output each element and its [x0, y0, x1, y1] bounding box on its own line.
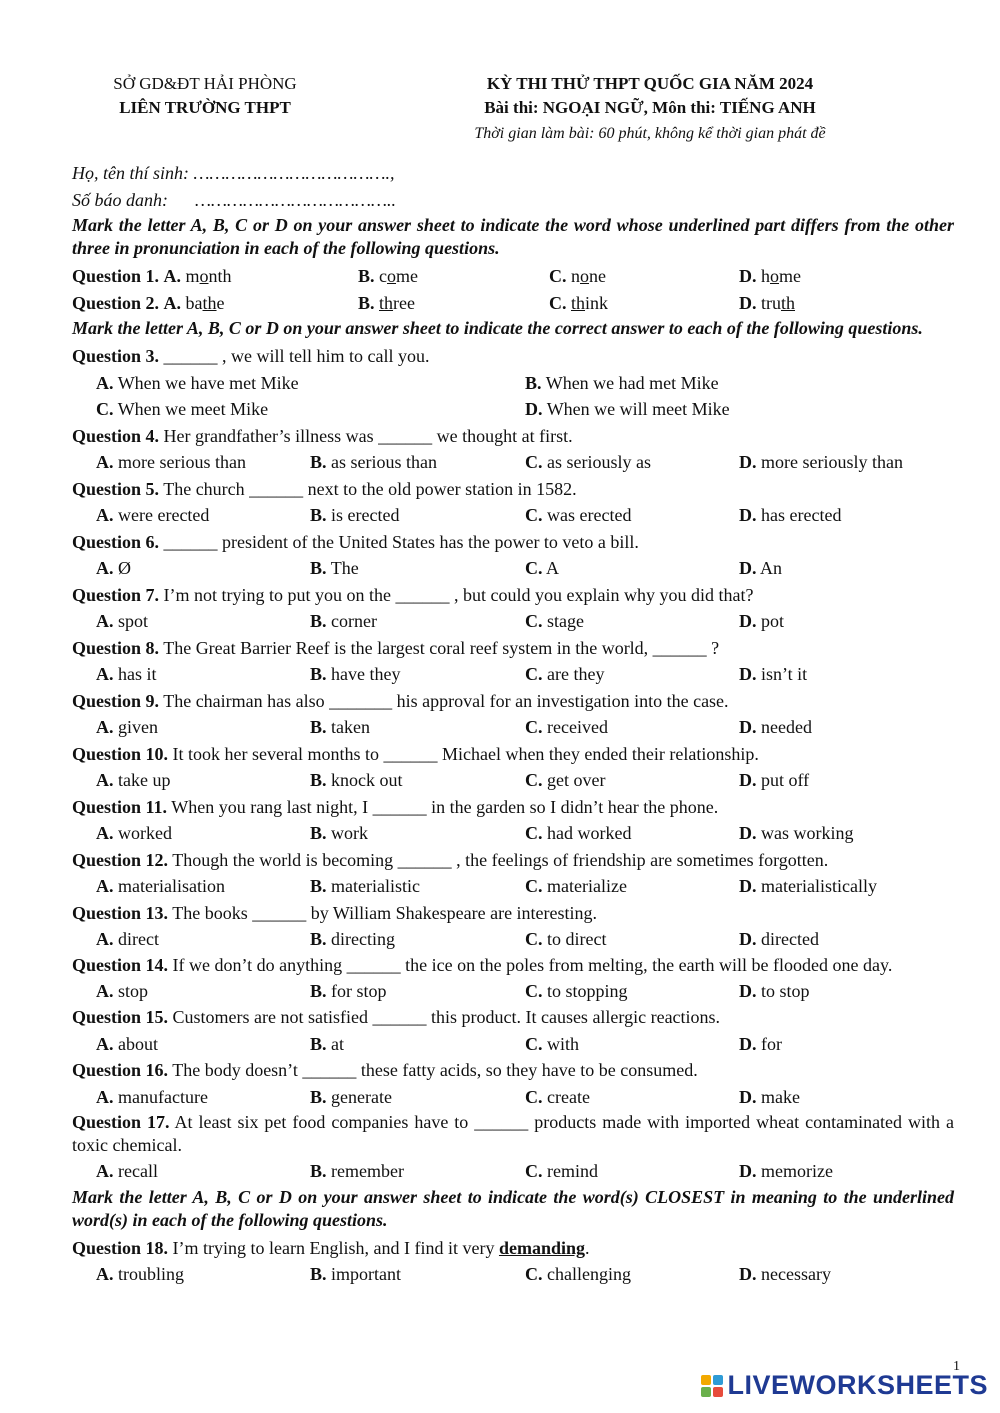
question-stem [72, 1004, 954, 1031]
option-text: was erected [547, 505, 632, 525]
option-text: for [761, 1033, 782, 1054]
question-options [72, 926, 954, 953]
option-text: generate [331, 1086, 392, 1107]
option-text: remind [547, 1161, 598, 1181]
question-1 [72, 263, 954, 290]
answer-option[interactable] [310, 1158, 404, 1185]
option-letter: C. [525, 1033, 543, 1054]
question-text: I’m not trying to put you on the ______ , but could you explain why you did that? [163, 584, 754, 605]
q1-option-a: Question 1. A. month [72, 266, 232, 286]
option-text: taken [331, 717, 370, 737]
option-text: to direct [547, 929, 607, 949]
answer-option[interactable] [525, 449, 651, 476]
option-text: make [761, 1086, 800, 1107]
question-stem [72, 476, 954, 503]
option-letter: C. [525, 664, 543, 684]
q2-option-d: D. truth [739, 292, 796, 313]
option-letter: D. [739, 611, 757, 631]
candidate-name: Họ, tên thí sinh: ………………………………., [72, 163, 395, 183]
exam-subject: Bài thi: NGOẠI NGỮ, Môn thi: TIẾNG ANH [484, 98, 816, 117]
option-letter: C. [525, 717, 543, 737]
option-letter: A. [163, 266, 182, 286]
answer-option[interactable] [96, 555, 131, 582]
option-text: knock out [331, 770, 403, 790]
option-letter: D. [739, 266, 757, 286]
option-text: with [547, 1033, 580, 1054]
underlined-word: demanding [498, 1237, 585, 1258]
option-text: are they [547, 664, 605, 684]
option-letter: B. [310, 452, 327, 472]
question-options [72, 873, 954, 900]
option-text: needed [761, 717, 812, 737]
option-letter: A. [96, 611, 114, 631]
answer-option[interactable] [310, 1084, 392, 1111]
option-letter: A. [96, 1033, 114, 1054]
option-letter: A. [96, 876, 114, 896]
option-text: have they [331, 664, 401, 684]
exam-title: KỲ THI THỬ THPT QUỐC GIA NĂM 2024 [486, 74, 814, 93]
option-letter: A. [96, 505, 114, 525]
option-text: to stop [761, 980, 810, 1001]
option-text: has it [118, 664, 157, 684]
instruction-correct-answer: Mark the letter A, B, C or D on your answer sheet to indicate the correct answer to each of the following questions. [72, 318, 923, 338]
answer-option[interactable] [310, 449, 437, 476]
question-label: Question 11. [72, 796, 168, 817]
option-letter: C. [549, 266, 567, 286]
question-stem [72, 423, 954, 450]
option-letter: B. [310, 929, 327, 949]
answer-option[interactable] [310, 926, 395, 953]
question-stem [72, 1111, 954, 1157]
question-text: The Great Barrier Reef is the largest coral reef system in the world, ______ ? [163, 637, 720, 658]
option-letter: D. [739, 770, 757, 790]
option-text: materialistic [331, 876, 420, 896]
option-letter: D. [739, 1033, 757, 1054]
question-options [72, 661, 954, 688]
brand-name: LIVEWORKSHEETS [727, 1370, 988, 1400]
question-list [72, 423, 954, 1185]
option-letter: D. [739, 664, 757, 684]
option-letter: B. [310, 1086, 327, 1107]
option-text: direct [118, 929, 159, 949]
option-text: work [331, 823, 369, 843]
option-text: materialisation [118, 876, 225, 896]
option-letter: C. [525, 876, 543, 896]
answer-option[interactable] [525, 767, 605, 794]
question-3-options-row1 [72, 370, 954, 397]
answer-option[interactable] [739, 1158, 833, 1185]
option-text: has erected [761, 505, 842, 525]
question-label: Question 15. [72, 1007, 169, 1027]
underlined-part: th [202, 292, 217, 313]
instruction-closest: Mark the letter A, B, C or D on your answer sheet to indicate the word(s) CLOSEST in meaning to the underlined word(s) in each of the following questions. [72, 1186, 954, 1230]
exam-body [72, 160, 954, 1288]
header-right [430, 72, 870, 146]
option-text: to stopping [547, 980, 628, 1001]
question-label: Question 5. [72, 478, 160, 499]
question-options [72, 502, 954, 529]
answer-option[interactable] [310, 1031, 344, 1058]
q2-option-c: C. think [549, 292, 609, 313]
answer-option[interactable] [96, 978, 148, 1005]
answer-option[interactable] [525, 1158, 598, 1185]
option-text: corner [331, 611, 377, 631]
option-text: An [760, 558, 783, 578]
question-options [72, 449, 954, 476]
department: SỞ GD&ĐT HẢI PHÒNG [113, 74, 297, 93]
option-letter: B. [310, 1264, 327, 1284]
option-letter: D. [739, 929, 757, 949]
option-letter: B. [310, 558, 327, 578]
question-stem [72, 582, 954, 609]
option-text: for stop [331, 980, 387, 1001]
option-letter: B. [358, 266, 375, 286]
question-label: Question 13. [72, 902, 169, 923]
option-letter: B. [310, 770, 327, 790]
option-letter: D. [739, 876, 757, 896]
answer-option[interactable] [525, 873, 627, 900]
option-text: directed [761, 929, 819, 949]
option-text: pot [761, 611, 785, 631]
answer-option[interactable] [310, 714, 370, 741]
answer-option[interactable] [96, 873, 225, 900]
option-letter: A. [96, 1086, 114, 1107]
answer-option[interactable] [525, 608, 584, 635]
option-letter: A. [96, 664, 114, 684]
underlined-part: o [770, 266, 779, 286]
option-letter: D. [739, 558, 757, 578]
option-letter: B. [358, 292, 375, 313]
question-stem [72, 900, 954, 927]
option-letter: C. [525, 611, 543, 631]
option-letter: D. [739, 717, 757, 737]
question-3-stem [72, 343, 954, 370]
option-letter: D. [739, 980, 757, 1001]
question-text: Though the world is becoming ______ , the feelings of friendship are sometimes forgotten. [172, 849, 829, 870]
answer-option[interactable] [739, 767, 809, 794]
option-letter: B. [310, 1161, 327, 1181]
liveworksheets-logo [701, 1370, 988, 1401]
question-text: The chairman has also _______ his approval for an investigation into the case. [163, 690, 729, 711]
underlined-part: o [580, 266, 589, 286]
question-stem [72, 954, 954, 977]
underlined-part: th [781, 292, 796, 313]
option-letter: D. [739, 823, 757, 843]
question-18-options [72, 1261, 954, 1288]
answer-option[interactable] [525, 661, 604, 688]
answer-option[interactable] [310, 661, 400, 688]
option-letter: D. [739, 505, 757, 525]
option-text: remember [331, 1161, 404, 1181]
option-letter: A. [96, 452, 114, 472]
option-letter: A. [96, 372, 114, 393]
question-label: Question 17. [72, 1112, 170, 1132]
question-options [72, 820, 954, 847]
option-text: received [547, 717, 608, 737]
question-text: The body doesn’t ______ these fatty acids, so they have to be consumed. [172, 1060, 698, 1080]
option-letter: B. [525, 372, 542, 393]
question-label: Question 4. [72, 425, 160, 446]
question-options [72, 714, 954, 741]
option-text: as seriously as [547, 452, 651, 472]
question-stem [72, 529, 954, 556]
question-options [72, 608, 954, 635]
option-text: recall [118, 1161, 158, 1181]
option-text: manufacture [118, 1086, 208, 1107]
option-text: create [547, 1086, 590, 1107]
answer-option[interactable] [739, 714, 812, 741]
option-letter: B. [310, 823, 327, 843]
answer-option[interactable] [96, 714, 158, 741]
answer-option[interactable] [525, 926, 606, 953]
option-letter: C. [525, 558, 543, 578]
answer-option[interactable] [739, 502, 841, 529]
option-text: spot [118, 611, 149, 631]
answer-option[interactable] [96, 767, 170, 794]
option-letter: B. [310, 611, 327, 631]
answer-option[interactable] [525, 1084, 590, 1111]
answer-option[interactable] [739, 873, 877, 900]
question-options [72, 767, 954, 794]
option-text: materialize [547, 876, 627, 896]
option-text: given [118, 717, 158, 737]
option-letter: C. [525, 770, 543, 790]
option-text: isn’t it [761, 664, 808, 684]
option-text: A [546, 558, 560, 578]
answer-option[interactable] [739, 978, 810, 1005]
option-letter: A. [163, 292, 182, 313]
option-text: memorize [761, 1161, 833, 1181]
question-text: ______ , we will tell him to call you. [163, 346, 430, 366]
option-letter: C. [525, 1086, 543, 1107]
option-letter: D. [525, 399, 543, 419]
answer-option[interactable] [739, 926, 819, 953]
answer-option[interactable] [96, 449, 246, 476]
answer-option[interactable] [525, 1261, 631, 1288]
q3-option-b[interactable]: B. When we had met Mike [525, 372, 719, 393]
option-letter: A. [96, 558, 114, 578]
underlined-part: o [387, 266, 397, 286]
option-text: more seriously than [761, 452, 903, 472]
option-text: take up [118, 770, 171, 790]
option-text: at [331, 1033, 345, 1054]
answer-option[interactable] [96, 1031, 158, 1058]
question-label: Question 10. [72, 743, 169, 764]
option-text: was working [761, 823, 854, 843]
option-text: about [118, 1033, 158, 1054]
answer-option[interactable] [739, 608, 784, 635]
answer-option[interactable] [310, 820, 368, 847]
answer-option[interactable] [310, 873, 420, 900]
option-letter: C. [525, 1161, 543, 1181]
option-letter: B. [310, 664, 327, 684]
question-stem [72, 794, 954, 821]
option-letter: B. [310, 717, 327, 737]
answer-option[interactable] [525, 555, 559, 582]
underlined-part: o [199, 266, 209, 286]
option-letter: C. [525, 929, 543, 949]
option-text: worked [118, 823, 172, 843]
answer-option[interactable] [310, 502, 399, 529]
option-text: The [330, 558, 359, 578]
question-stem [72, 847, 954, 874]
question-label: Question 2. [72, 292, 160, 313]
option-text: necessary [761, 1264, 831, 1284]
header-left [100, 72, 310, 120]
question-label: Question 14. [72, 954, 169, 975]
question-stem [72, 635, 954, 662]
question-2 [72, 290, 954, 317]
underlined-part: th [379, 292, 394, 313]
answer-option[interactable] [96, 1084, 208, 1111]
option-letter: C. [525, 505, 543, 525]
page-number: 1 [953, 1359, 960, 1374]
question-text: When you rang last night, I ______ in the garden so I didn’t hear the phone. [171, 796, 719, 817]
candidate-id: Số báo danh: ……………………………….. [72, 189, 397, 210]
option-letter: D. [739, 292, 757, 313]
question-label: Question 7. [72, 584, 160, 605]
question-stem [72, 1057, 954, 1084]
option-letter: C. [96, 399, 114, 419]
question-text: If we don’t do anything ______ the ice on the poles from melting, the earth will be flooded one day. [172, 954, 893, 975]
option-text: as serious than [331, 452, 437, 472]
question-label: Question 6. [72, 531, 160, 552]
answer-option[interactable] [525, 502, 631, 529]
school-name: LIÊN TRƯỜNG THPT [119, 98, 291, 117]
option-text: is erected [331, 505, 400, 525]
question-stem [72, 741, 954, 768]
exam-time: Thời gian làm bài: 60 phút, không kể thời gian phát đề [474, 125, 826, 142]
question-18-stem: Question 18. I’m trying to learn English, and I find it very demanding. [72, 1237, 590, 1258]
option-letter: C. [525, 823, 543, 843]
question-label: Question 1. [72, 266, 160, 286]
question-label: Question 16. [72, 1060, 169, 1080]
answer-option[interactable] [525, 820, 631, 847]
liveworksheets-icon [701, 1375, 723, 1397]
option-text: troubling [118, 1264, 184, 1284]
question-label: Question 3. [72, 346, 160, 366]
answer-option[interactable] [739, 1031, 782, 1058]
question-text: Her grandfather’s illness was ______ we thought at first. [163, 425, 573, 446]
answer-option[interactable] [96, 1158, 158, 1185]
question-stem [72, 688, 954, 715]
option-text: were erected [118, 505, 210, 525]
answer-option[interactable] [96, 502, 209, 529]
answer-option[interactable] [96, 926, 159, 953]
option-text: put off [761, 770, 810, 790]
option-letter: B. [310, 1033, 327, 1054]
answer-option[interactable] [96, 608, 148, 635]
question-text: It took her several months to ______ Michael when they ended their relationship. [172, 743, 759, 764]
question-options [72, 555, 954, 582]
answer-option[interactable] [525, 978, 628, 1005]
option-letter: A. [96, 823, 114, 843]
option-text: materialistically [761, 876, 877, 896]
question-label: Question 8. [72, 637, 160, 658]
q2-option-b: B. three [358, 292, 416, 313]
option-text: Ø [118, 558, 131, 578]
question-text: ______ president of the United States has the power to veto a bill. [163, 531, 639, 552]
instruction-pronunciation: Mark the letter A, B, C or D on your answer sheet to indicate the word whose underlined part differs from the other three in pronunciation in each of the following questions. [72, 215, 954, 258]
option-letter: B. [310, 876, 327, 896]
q2-option-a: Question 2. A. bathe [72, 292, 225, 313]
option-text: get over [547, 770, 606, 790]
question-text: The church ______ next to the old power station in 1582. [163, 478, 577, 499]
q3-option-c[interactable]: C. When we meet Mike [96, 399, 269, 419]
option-letter: C. [549, 292, 567, 313]
answer-option[interactable] [310, 555, 359, 582]
question-options [72, 1158, 954, 1185]
question-options [72, 978, 954, 1005]
option-letter: C. [525, 452, 543, 472]
answer-option[interactable] [96, 820, 172, 847]
option-letter: A. [96, 929, 114, 949]
question-3-options-row2 [72, 396, 954, 423]
question-text: Customers are not satisfied ______ this product. It causes allergic reactions. [172, 1007, 721, 1027]
answer-option[interactable] [310, 978, 387, 1005]
answer-option[interactable] [739, 1084, 800, 1111]
option-letter: A. [96, 1264, 114, 1284]
option-letter: D. [739, 1086, 757, 1107]
option-letter: C. [525, 980, 543, 1001]
question-label: Question 18. [72, 1237, 169, 1258]
answer-option[interactable] [739, 820, 854, 847]
question-text: At least six pet food companies have to ______ products made with imported wheat contaminated with a toxic chemical. [72, 1112, 954, 1155]
q3-option-a[interactable]: A. When we have met Mike [96, 372, 299, 393]
answer-option[interactable] [310, 767, 403, 794]
q1-option-d: D. home [739, 266, 801, 286]
option-text: more serious than [118, 452, 246, 472]
underlined-part: th [571, 292, 586, 313]
option-letter: A. [96, 980, 114, 1001]
option-text: stop [118, 980, 149, 1001]
answer-option[interactable] [525, 1031, 579, 1058]
answer-option[interactable] [310, 608, 377, 635]
question-label: Question 12. [72, 849, 169, 870]
question-options [72, 1031, 954, 1058]
option-letter: D. [739, 1161, 757, 1181]
q3-option-d[interactable]: D. When we will meet Mike [525, 399, 730, 419]
option-letter: B. [310, 505, 327, 525]
option-letter: D. [739, 1264, 757, 1284]
answer-option[interactable] [96, 1261, 184, 1288]
option-letter: A. [96, 770, 114, 790]
option-text: had worked [547, 823, 632, 843]
question-text: The books ______ by William Shakespeare are interesting. [172, 902, 598, 923]
option-text: challenging [547, 1264, 631, 1284]
answer-option[interactable] [739, 555, 782, 582]
answer-option[interactable] [739, 1261, 831, 1288]
answer-option[interactable] [525, 714, 608, 741]
q1-option-b: B. come [358, 266, 419, 286]
option-letter: C. [525, 1264, 543, 1284]
option-letter: A. [96, 717, 114, 737]
answer-option[interactable] [739, 449, 903, 476]
question-label: Question 9. [72, 690, 160, 711]
option-text: important [331, 1264, 402, 1284]
answer-option[interactable] [739, 661, 807, 688]
answer-option[interactable] [310, 1261, 401, 1288]
option-letter: B. [310, 980, 327, 1001]
option-letter: A. [96, 1161, 114, 1181]
option-text: directing [331, 929, 395, 949]
question-options [72, 1084, 954, 1111]
answer-option[interactable] [96, 661, 157, 688]
option-text: stage [547, 611, 584, 631]
option-letter: D. [739, 452, 757, 472]
q1-option-c: C. none [549, 266, 606, 286]
